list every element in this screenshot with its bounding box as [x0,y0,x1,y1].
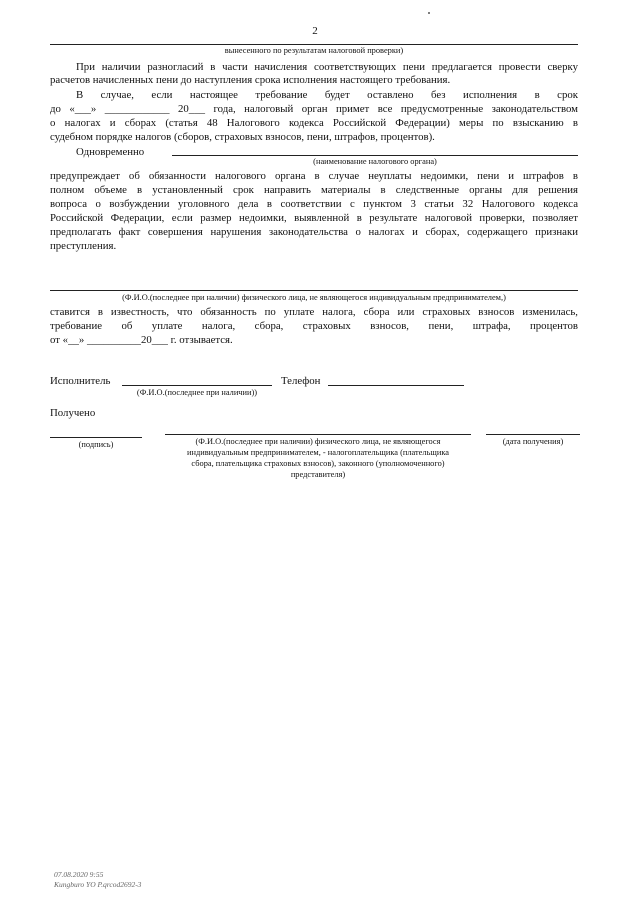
para4-line3: от «__» __________20___ г. отзывается. [50,334,233,346]
para3-line2: полном объеме в установленный срок направить материалы в следственные органы для решения [50,184,578,196]
recipient-caption-line2: индивидуальным предпринимателем, - налогоплательщика (плательщика [186,448,449,457]
recipient-caption-line1: (Ф.И.О.(последнее при наличии) физического лица, не являющегося [195,437,441,446]
header-rule [50,44,578,45]
recipient-caption-line3: сбора, плательщика страховых взносов), законного (уполномоченного) [191,459,445,468]
scan-speck [428,12,430,14]
para3-line3: вопроса о возбуждении уголовного дела в соответствии с пунктом 3 статьи 32 Налогового кодекса [50,198,578,210]
recipient-caption-line4: представителя) [290,470,346,479]
received-label: Получено [50,407,96,419]
para3-line4: Российской Федерации, если размер недоимки, выявленной в результате налоговой проверки, позволяет [50,212,578,224]
tax-authority-caption: (наименование налогового органа) [313,157,437,166]
phone-label: Телефон [281,375,321,387]
footer-timestamp: 07.08.2020 9:55 [54,870,104,879]
person-caption: (Ф.И.О.(последнее при наличии) физического лица, не являющегося индивидуальным предпринимателем,) [122,293,506,302]
para4-line2: требование об уплате налога, сбора, страховых взносов, пени, штрафа, процентов [50,320,578,332]
para3-line1: предупреждает об обязанности налогового органа в случае неуплаты недоимки, пени и штрафов в [50,170,578,182]
para3-line5: предполагать факт совершения нарушения законодательства о налогах и сборах, содержащего признаки [50,226,578,238]
executor-label: Исполнитель [50,375,111,387]
date-caption: (дата получения) [502,437,564,446]
page-number: 2 [312,25,318,37]
para2-line1: В случае, если настоящее требование будет оставлено без исполнения в срок [76,89,578,101]
recipient-line [165,434,471,435]
phone-line [328,385,464,386]
date-line [486,434,580,435]
para2-line2: до «___» ____________ 20___ года, налоговый орган примет все предусмотренные законодательством [50,103,578,115]
para1-line2: расчетов начисленных пени до наступления срока исполнения настоящего требования. [50,74,451,86]
simultaneously-label: Одновременно [76,146,145,158]
signature-caption: (подпись) [78,440,114,449]
person-line [50,290,578,291]
para4-line1: ставится в известность, что обязанность по уплате налога, сбора или страховых взносов изменилась, [50,306,578,318]
executor-line [122,385,272,386]
para3-line6: преступления. [50,240,117,252]
para1-line1: При наличии разногласий в части начисления соответствующих пени предлагается провести сверку [76,61,578,73]
para2-line4: судебном порядке налогов (сборов, страховых взносов, пени, штрафов, процентов). [50,131,435,143]
para2-line3: о налогах и сборах (статья 48 Налогового кодекса Российской Федерации) меры по взысканию в [50,117,578,129]
tax-authority-line [172,155,578,156]
executor-caption: (Ф.И.О.(последнее при наличии)) [136,388,258,397]
header-caption: вынесенного по результатам налоговой проверки) [224,46,404,55]
footer-code: Kungburo YO P.qrcod2692-3 [54,880,142,889]
signature-line [50,437,142,438]
